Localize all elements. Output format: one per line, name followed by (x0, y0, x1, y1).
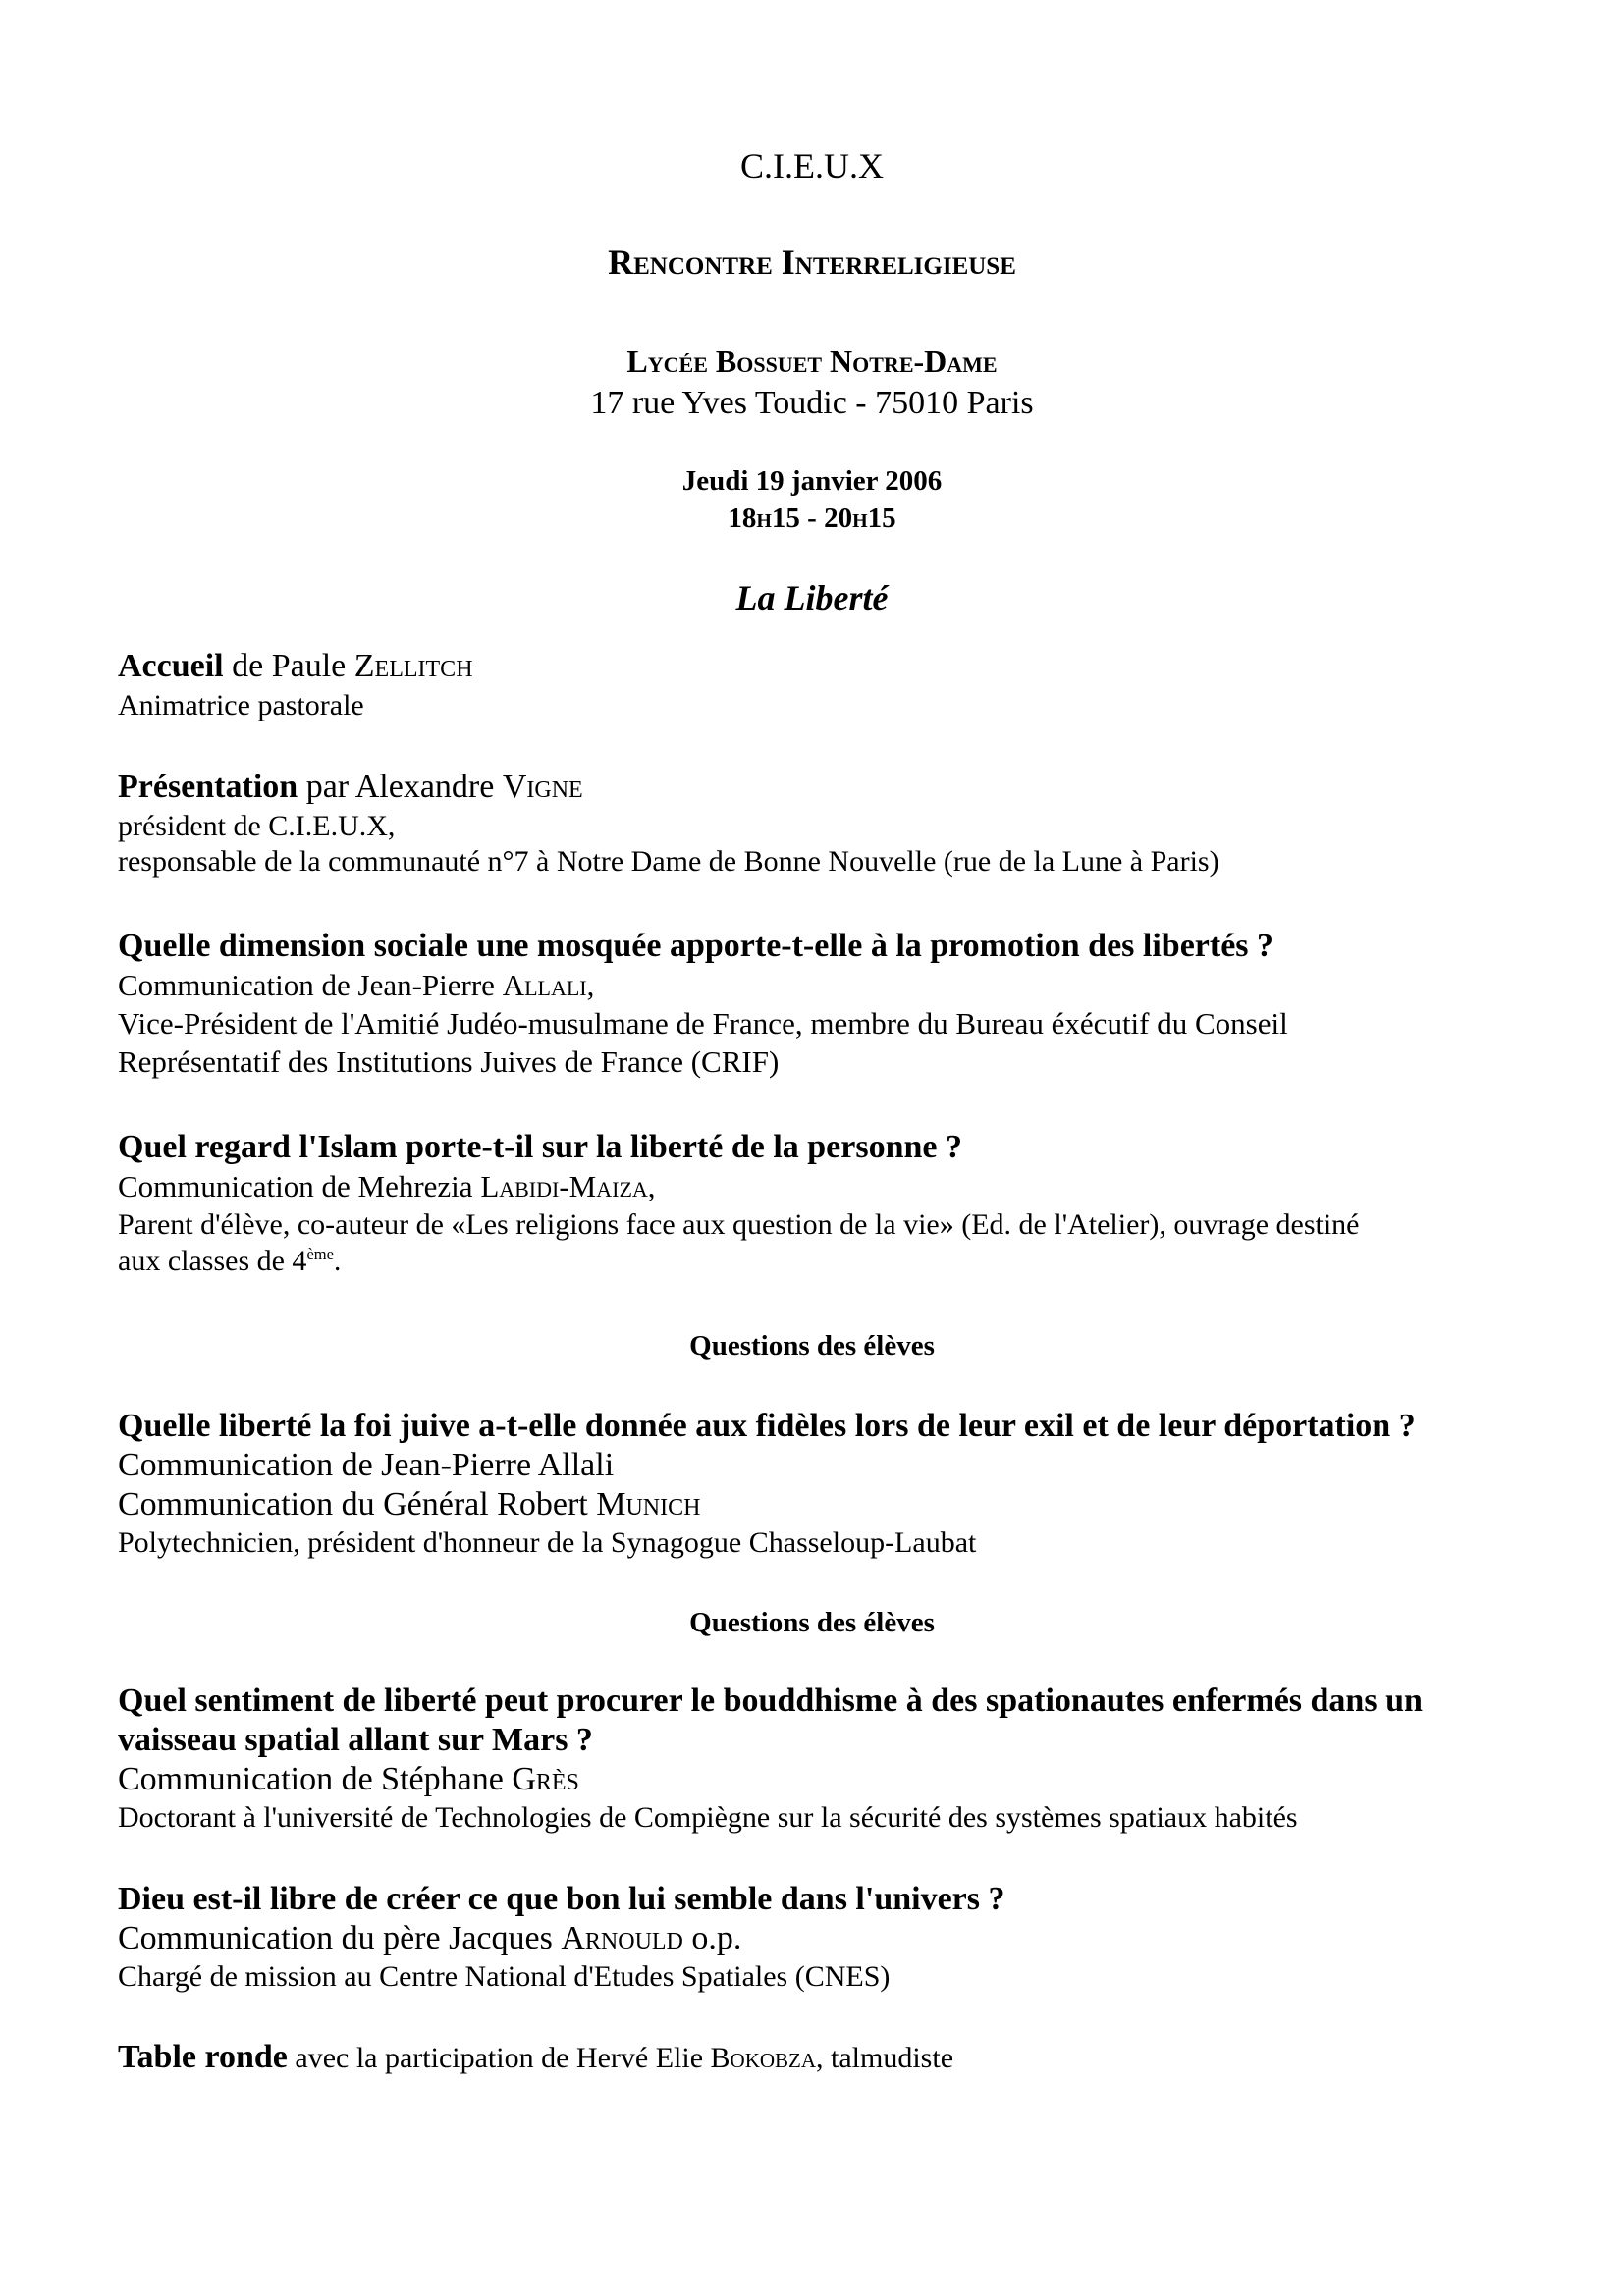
accueil-line (118, 648, 1532, 685)
topic-1-question: Quelle dimension sociale une mosquée apporte-t-elle à la promotion des libertés ? (118, 928, 1274, 964)
topic-5-speaker (118, 1920, 1532, 1957)
topic-2-question: Quel regard l'Islam porte-t-il sur la liberté de la personne ? (118, 1129, 962, 1165)
presentation-role-1: président de C.I.E.U.X, (118, 810, 396, 842)
topic-1-desc-2: Représentatif des Institutions Juives de France (CRIF) (118, 1044, 780, 1079)
topic-3-speaker-2-prefix: Communication du Général Robert (118, 1486, 597, 1522)
topic-3-desc: Polytechnicien, président d'honneur de la Synagogue Chasseloup-Laubat (118, 1526, 977, 1559)
topic-2-desc-2 (118, 1245, 1532, 1278)
event-theme: La Liberté (735, 578, 889, 617)
table-ronde-line (118, 2039, 1532, 2076)
presentation-line (118, 769, 1532, 806)
topic-2-speaker-prefix: Communication de Mehrezia (118, 1169, 481, 1203)
topic-5 (118, 1881, 1532, 1994)
table-ronde-suffix: , talmudiste (816, 2042, 954, 2074)
topic-3-speaker-1: Communication de Jean-Pierre Allali (118, 1447, 615, 1483)
topic-3 (118, 1408, 1532, 1560)
topic-4 (118, 1682, 1532, 1835)
topic-4-speaker-surname: Grès (512, 1761, 579, 1797)
topic-2 (118, 1129, 1532, 1278)
topic-3-speaker-2 (118, 1486, 1532, 1523)
table-ronde-text: avec la participation de Hervé Elie (287, 2042, 711, 2074)
topic-3-question: Quelle liberté la foi juive a-t-elle donnée aux fidèles lors de leur exil et de leur déportation ? (118, 1408, 1416, 1444)
accueil-label: Accueil (118, 648, 224, 684)
topic-5-question: Dieu est-il libre de créer ce que bon lui semble dans l'univers ? (118, 1881, 1005, 1917)
event-title: Rencontre Interreligieuse (608, 242, 1016, 282)
time-separator: - (799, 503, 825, 534)
topic-2-desc-1: Parent d'élève, co-auteur de «Les religions face aux question de la vie» (Ed. de l'Atelier), ouvrage destiné (118, 1208, 1360, 1241)
topic-1 (118, 928, 1532, 1080)
org-name: C.I.E.U.X (740, 146, 884, 186)
presentation-label: Présentation (118, 769, 298, 805)
topic-5-speaker-suffix: o.p. (682, 1920, 742, 1956)
topic-2-speaker-surname: Labidi-Maiza (480, 1169, 648, 1203)
presentation-surname: Vigne (502, 769, 583, 805)
topic-4-speaker-prefix: Communication de Stéphane (118, 1761, 513, 1797)
venue-address: 17 rue Yves Toudic - 75010 Paris (590, 385, 1034, 421)
accueil-connector: de Paule (223, 648, 354, 684)
topic-1-speaker-prefix: Communication de Jean-Pierre (118, 968, 503, 1002)
presentation-section (118, 769, 1532, 879)
presentation-role-2: responsable de la communauté n°7 à Notre Dame de Bonne Nouvelle (rue de la Lune à Paris) (118, 845, 1219, 878)
topic-3-speaker-2-surname: Munich (596, 1486, 701, 1522)
topic-5-speaker-surname: Arnould (561, 1920, 683, 1956)
topic-2-desc-2-suffix: . (333, 1245, 342, 1277)
venue-name: Lycée Bossuet Notre-Dame (626, 344, 998, 379)
topic-4-question-2: vaisseau spatial allant sur Mars ? (118, 1722, 593, 1758)
table-ronde (118, 2039, 1532, 2076)
topic-5-speaker-prefix: Communication du père Jacques (118, 1920, 562, 1956)
topic-4-speaker (118, 1761, 1532, 1798)
topic-1-speaker-surname: Allali (502, 968, 587, 1002)
accueil-role: Animatrice pastorale (118, 689, 364, 721)
topic-4-desc: Doctorant à l'université de Technologies de Compiègne sur la sécurité des systèmes spatiaux habités (118, 1801, 1298, 1834)
topic-2-desc-2-sup: ème (306, 1245, 334, 1263)
questions-label-1: Questions des élèves (689, 1330, 935, 1362)
accueil-surname: Zellitch (353, 648, 473, 684)
event-time (0, 503, 1624, 535)
topic-1-speaker (118, 968, 1532, 1003)
topic-2-desc-2-prefix: aux classes de 4 (118, 1245, 307, 1277)
topic-2-speaker (118, 1169, 1532, 1204)
time-end: 20h15 (824, 503, 896, 534)
questions-label-2: Questions des élèves (689, 1607, 935, 1638)
topic-2-speaker-suffix: , (647, 1169, 656, 1203)
topic-1-speaker-suffix: , (586, 968, 595, 1002)
presentation-connector: par Alexandre (298, 769, 503, 805)
accueil-section (118, 648, 1532, 722)
time-start: 18h15 (728, 503, 800, 534)
table-ronde-label: Table ronde (118, 2039, 288, 2075)
topic-5-desc: Chargé de mission au Centre National d'Etudes Spatiales (CNES) (118, 1960, 891, 1993)
table-ronde-surname: Bokobza (710, 2042, 817, 2074)
event-date: Jeudi 19 janvier 2006 (681, 465, 943, 497)
topic-1-desc-1: Vice-Président de l'Amitié Judéo-musulmane de France, membre du Bureau éxécutif du Conseil (118, 1006, 1288, 1041)
topic-4-question-1: Quel sentiment de liberté peut procurer le bouddhisme à des spationautes enfermés dans un (118, 1682, 1423, 1719)
